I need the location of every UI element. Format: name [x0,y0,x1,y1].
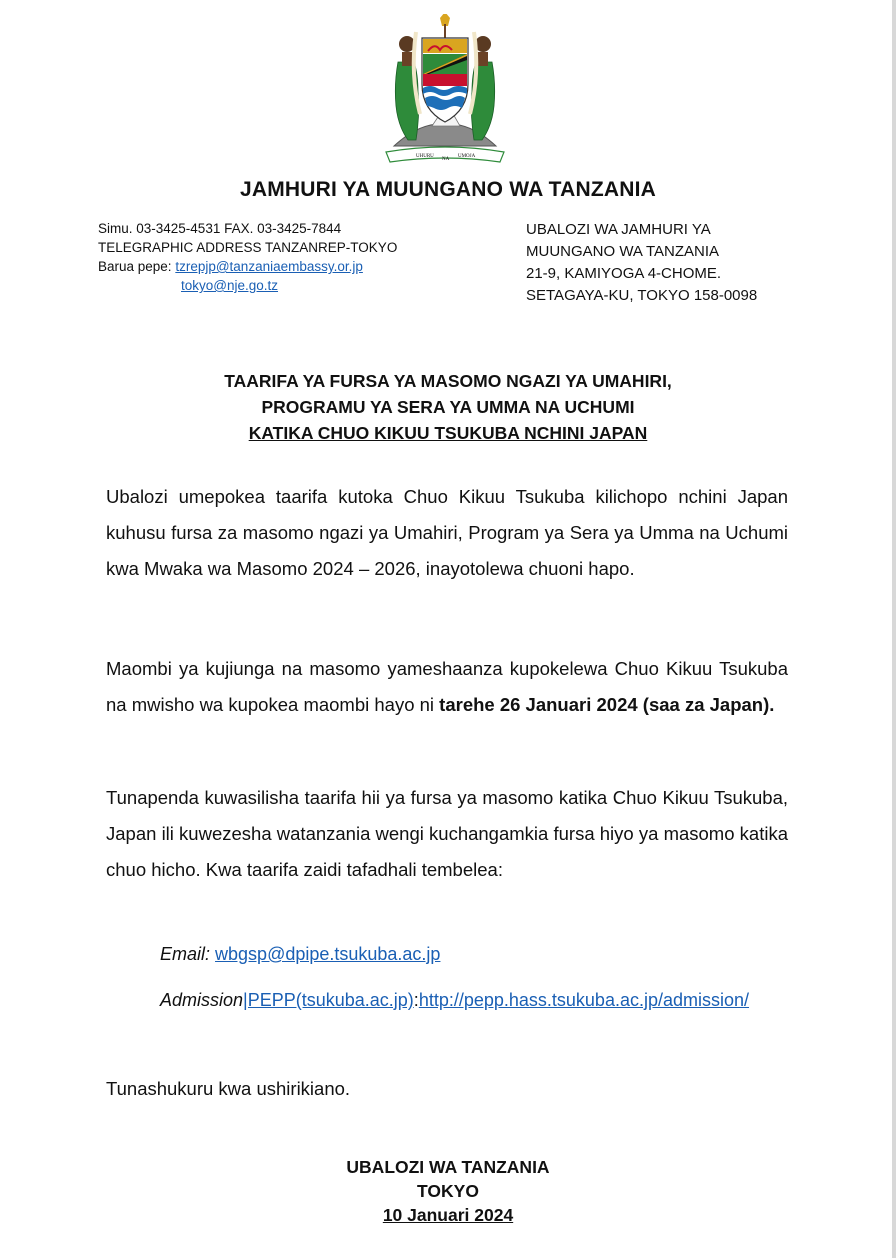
signature-block [0,1155,896,1227]
title-line-2: PROGRAMU YA SERA YA UMMA NA UCHUMI [261,397,635,417]
admission-label: Admission [160,990,244,1010]
title-line-1: TAARIFA YA FURSA YA MASOMO NGAZI YA UMAHIRI, [224,371,672,391]
coat-of-arms-icon [380,14,510,164]
closing-thanks: Tunashukuru kwa ushirikiano. [106,1078,351,1099]
signature-line-2: TOKYO [417,1181,479,1201]
email-row [98,257,397,276]
embassy-email-link-2[interactable]: tokyo@nje.go.tz [181,278,279,293]
email-row-2 [98,276,397,295]
admission-url-link[interactable]: http://pepp.hass.tsukuba.ac.jp/admission/ [418,990,750,1010]
deadline-text: tarehe 26 Januari 2024 (saa za Japan). [439,694,775,715]
admission-line [160,990,749,1011]
contact-email-link[interactable]: wbgsp@dpipe.tsukuba.ac.jp [215,944,441,964]
embassy-email-link-1[interactable]: tzrepjp@tanzaniaembassy.or.jp [175,259,363,274]
paragraph-2-text: Maombi ya kujiunga na masomo yameshaanza kupokelewa Chuo Kikuu Tsukuba na mwisho wa kupokea maombi hayo ni [106,658,788,715]
letter-date: 10 Januari 2024 [382,1205,514,1225]
title-line-3: KATIKA CHUO KIKUU TSUKUBA NCHINI JAPAN [248,423,648,443]
phone-fax: Simu. 03-3425-4531 FAX. 03-3425-7844 [98,221,342,236]
motto-right: UMOJA [458,154,476,159]
contact-email-label: Email: [160,944,211,964]
country-heading: JAMHURI YA MUUNGANO WA TANZANIA [239,178,657,201]
paragraph-3: Tunapenda kuwasilisha taarifa hii ya fursa ya masomo katika Chuo Kikuu Tsukuba, Japan ili kuwezesha watanzania wengi kuchangamkia fursa hiyo ya masomo katika chuo hicho. Kwa taarifa zaidi tafadhali tembelea: [106,787,788,880]
contact-email-line [160,944,440,965]
motto-left: UHURU [416,154,434,159]
embassy-address [526,219,757,307]
paragraph-2 [106,651,788,723]
address-line: SETAGAYA-KU, TOKYO 158-0098 [526,287,758,304]
telegraphic-address: TELEGRAPHIC ADDRESS TANZANREP-TOKYO [98,240,398,255]
paragraph-1: Ubalozi umepokea taarifa kutoka Chuo Kikuu Tsukuba kilichopo nchini Japan kuhusu fursa za masomo ngazi ya Umahiri, Program ya Sera ya Umma na Uchumi kwa Mwaka wa Masomo 2024 – 2026, inayotolewa chuoni hapo. [106,486,788,579]
motto-center: NA [442,157,450,162]
email-label: Barua pepe: [98,259,172,274]
signature-line-1: UBALOZI WA TANZANIA [346,1157,550,1177]
address-line: MUUNGANO WA TANZANIA [526,243,720,260]
embassy-contacts [98,219,397,295]
notice-title [0,368,896,446]
address-line: UBALOZI WA JAMHURI YA [526,221,711,238]
address-line: 21-9, KAMIYOGA 4-CHOME. [526,265,722,282]
admission-separator: : [413,990,419,1010]
pepp-link[interactable]: |PEPP(tsukuba.ac.jp) [243,990,414,1010]
